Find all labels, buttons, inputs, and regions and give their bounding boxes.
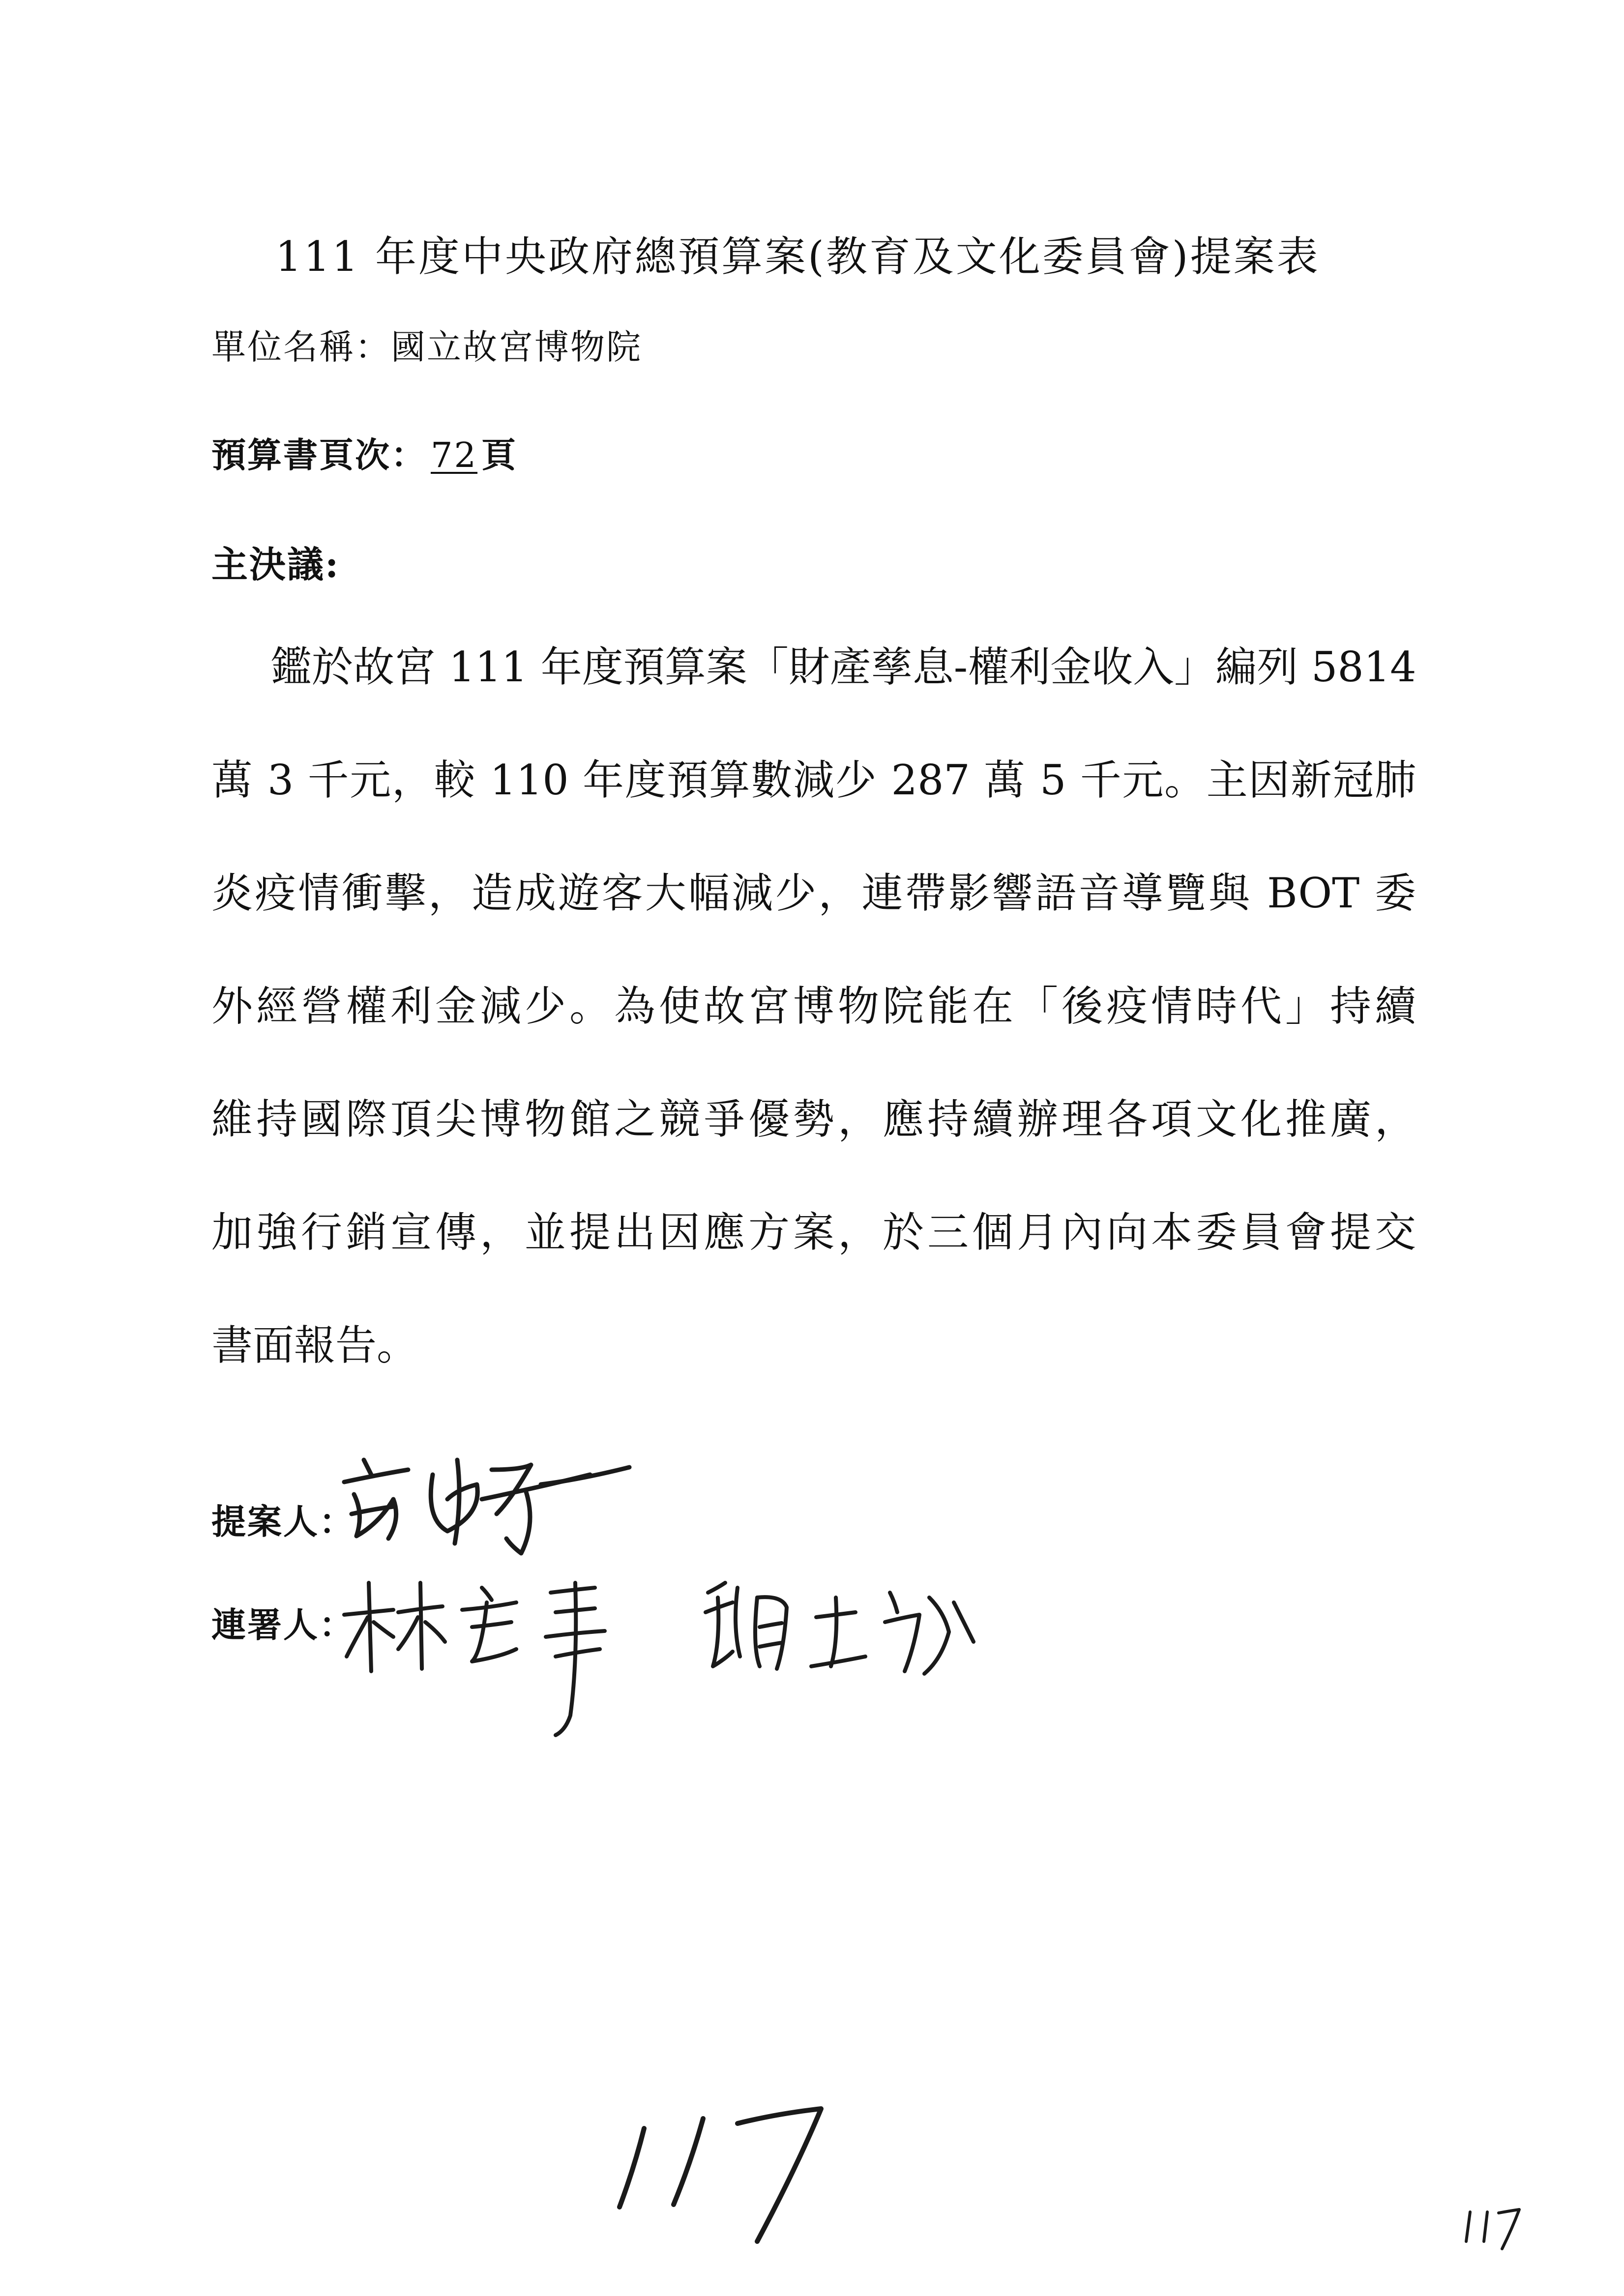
body-line: 萬 3 千元，較 110 年度預算數減少 287 萬 5 千元。主因新冠肺 — [211, 756, 1416, 804]
body-line: 炎疫情衝擊，造成遊客大幅減少，連帶影響語音導覽與 BOT 委 — [211, 869, 1416, 917]
body-line: 加強行銷宣傳，並提出因應方案，於三個月內向本委員會提交 — [211, 1208, 1416, 1256]
cosigner-signature-1 — [339, 1563, 683, 1750]
proposer-signature — [334, 1440, 649, 1558]
handwritten-page-number — [600, 2094, 875, 2253]
budget-page-number: 72 — [431, 435, 478, 475]
unit-name: 單位名稱：國立故宮博物院 — [211, 327, 642, 367]
body-line: 外經營權利金減少。為使故宮博物院能在「後疫情時代」持續 — [211, 982, 1416, 1030]
cosigner-label: 連署人： — [211, 1604, 355, 1645]
body-line: 書面報告。 — [211, 1321, 418, 1369]
corner-page-number — [1455, 2202, 1529, 2258]
document-title: 111 年度中央政府總預算案(教育及文化委員會)提案表 — [275, 233, 1320, 281]
budget-page-reference — [211, 428, 517, 477]
body-line: 維持國際頂尖博物館之競爭優勢，應持續辦理各項文化推廣， — [211, 1095, 1416, 1143]
cosigner-signature-2 — [698, 1568, 993, 1696]
budget-page-label: 預算書頁次： — [211, 435, 427, 475]
body-line: 鑑於故宮 111 年度預算案「財產孳息-權利金收入」編列 5814 — [270, 643, 1417, 691]
proposer-label: 提案人： — [211, 1501, 355, 1542]
budget-page-suffix: 頁 — [481, 435, 518, 475]
main-resolution-heading: 主決議: — [211, 544, 340, 586]
